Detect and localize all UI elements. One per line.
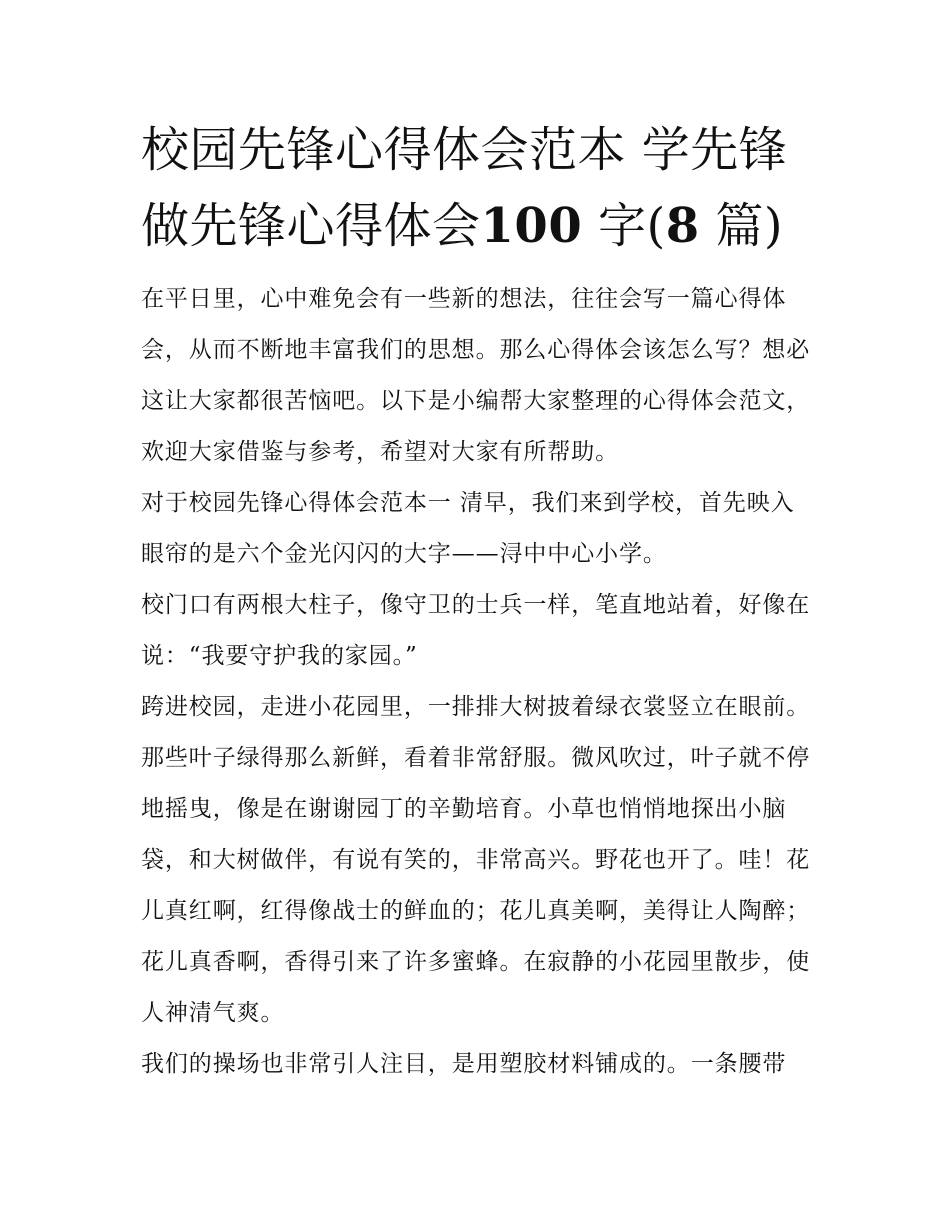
- document-title: [141, 112, 811, 264]
- title-text: 校园先锋心得体会范本 学先锋做先锋心得体会: [141, 122, 788, 254]
- title-count: 8: [665, 198, 700, 254]
- title-unit: 字(: [582, 198, 666, 254]
- document-content: [141, 112, 811, 1090]
- document-body: [141, 274, 811, 1090]
- intro-paragraph: 在平日里，心中难免会有一些新的想法，往往会写一篇心得体会，从而不断地丰富我们的思想。那么心得体会该怎么写？想必这让大家都很苦恼吧。以下是小编帮大家整理的心得体会范文，欢迎大家借鉴与参考，希望对大家有所帮助。: [141, 286, 811, 465]
- body-paragraph: 对于校园先锋心得体会范本一 清早，我们来到学校，首先映入眼帘的是六个金光闪闪的大字——浔中中心小学。: [141, 490, 795, 567]
- body-paragraph: 跨进校园，走进小花园里，一排排大树披着绿衣裳竖立在眼前。那些叶子绿得那么新鲜，看着非常舒服。微风吹过，叶子就不停地摇曳，像是在谢谢园丁的辛勤培育。小草也悄悄地探出小脑袋，和大树做伴，有说有笑的，非常高兴。野花也开了。哇！花儿真红啊，红得像战士的鲜血的；花儿真美啊，美得让人陶醉；花儿真香啊，香得引来了许多蜜蜂。在寂静的小花园里散步，使人神清气爽。: [141, 694, 811, 1026]
- title-suffix: 篇): [699, 198, 784, 254]
- title-number: 100: [480, 198, 583, 254]
- body-paragraph: 我们的操场也非常引人注目，是用塑胶材料铺成的。一条腰带: [141, 1051, 787, 1077]
- body-paragraph: 校门口有两根大柱子，像守卫的士兵一样，笔直地站着，好像在说：“我要守护我的家园。”: [141, 592, 811, 669]
